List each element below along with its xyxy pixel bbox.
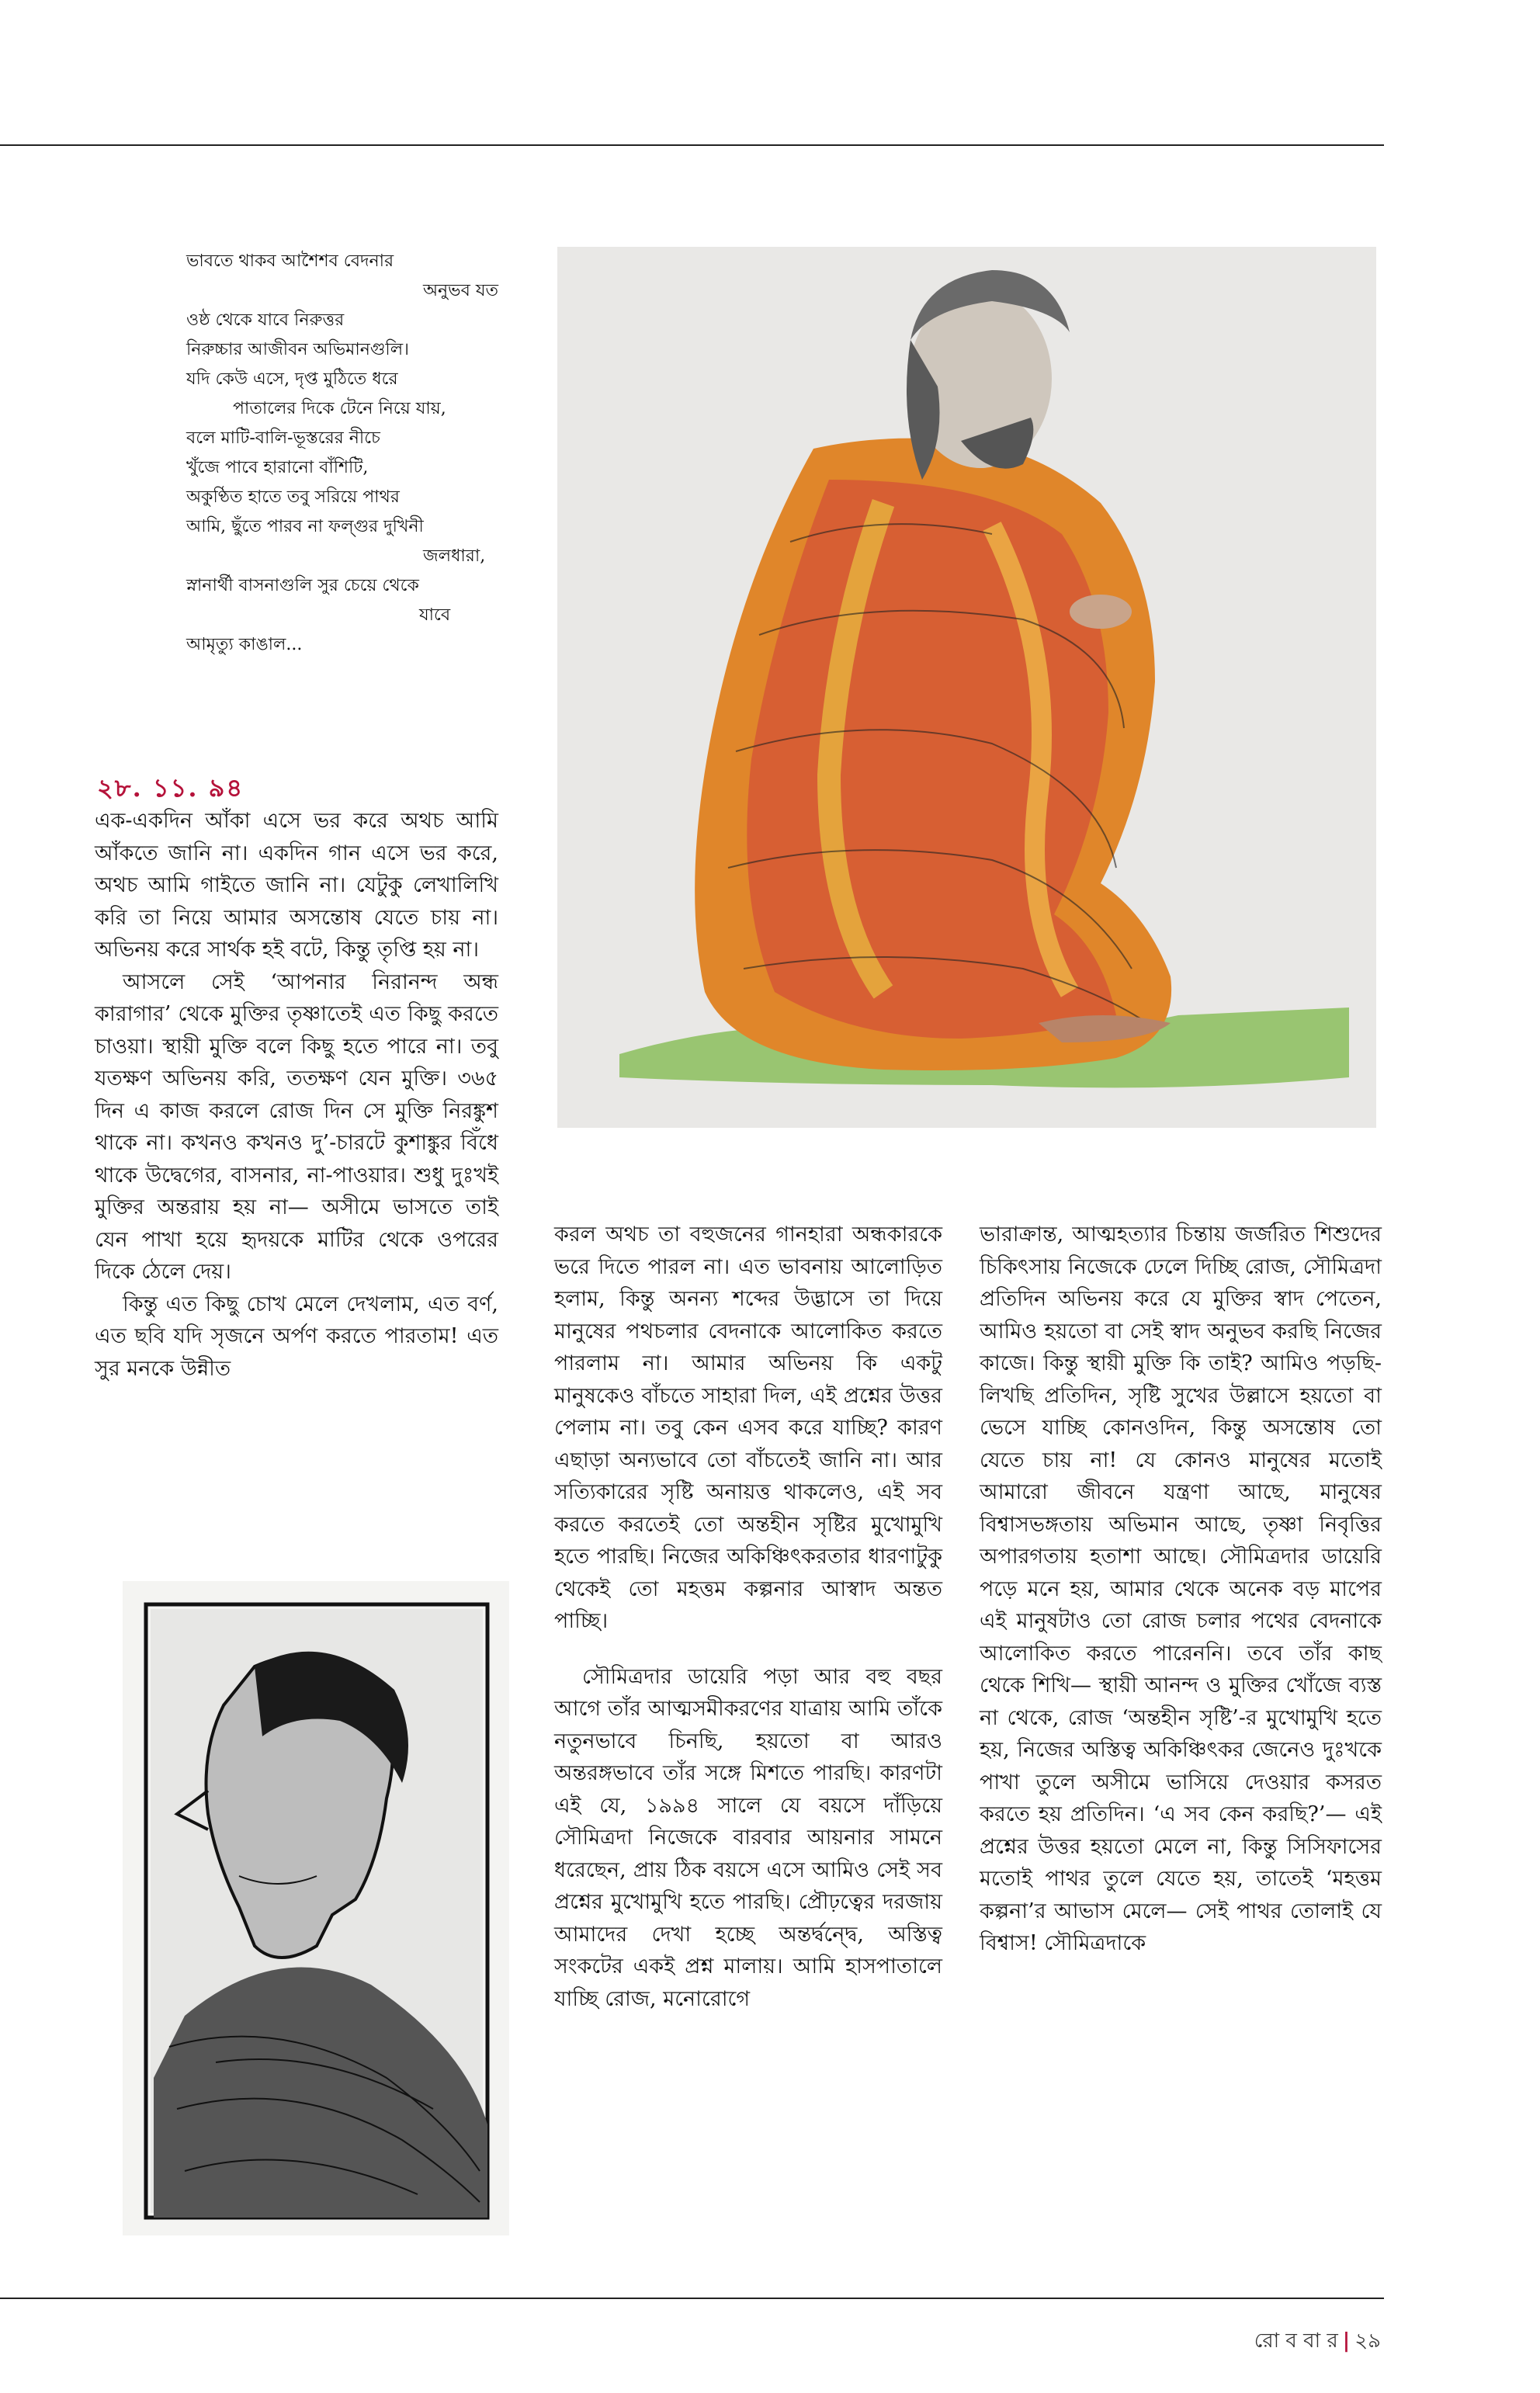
poem-line: ভাবতে থাকব আশৈশব বেদনার xyxy=(186,251,394,271)
poem-line: ওষ্ঠ থেকে যাবে নিরুত্তর xyxy=(186,310,345,330)
text-column-2 xyxy=(554,1219,942,2015)
diary-date: ২৮. ১১. ৯৪ xyxy=(97,773,245,803)
poem-line: অকুণ্ঠিত হাতে তবু সরিয়ে পাথর xyxy=(186,487,400,507)
footer-rule xyxy=(0,2298,1384,2299)
poem-line: বলে মাটি-বালি-ভূস্তরের নীচে xyxy=(186,428,380,448)
paragraph: করল অথচ তা বহুজনের গানহারা অন্ধকারকে ভরে দিতে পারল না। এত ভাবনায় আলোড়িত হলাম, কিন্তু অনন্য শব্দের উদ্ভাসে তা দিয়ে মানুষের পথচলার বেদনাকে আলোকিত করতে পারলাম না। আমার অভিনয় কি একটু মানুষকেও বাঁচতে সাহারা দিল, এই প্রশ্নের উত্তর পেলাম না। তবু কেন এসব করে যাচ্ছি? কারণ এছাড়া অন্যভাবে তো বাঁচতেই জানি না। আর সত্যিকারের সৃষ্টি অনায়ত্ত থাকলেও, এই সব করতে করতেই তো অন্তহীন সৃষ্টির মুখোমুখি হতে পারছি। নিজের অকিঞ্চিৎকরতার ধারণাটুকু থেকেই তো মহত্তম কল্পনার আস্বাদ অন্তত পাচ্ছি। xyxy=(554,1223,942,1633)
paragraph: কিন্তু এত কিছু চোখ মেলে দেখলাম, এত বর্ণ, এত ছবি যদি সৃজনে অর্পণ করতে পারতাম! এত সুর মনকে উন্নীত xyxy=(95,1292,498,1381)
poem-line: খুঁজে পাবে হারানো বাঁশিটি, xyxy=(186,458,369,477)
portrait-drawing xyxy=(123,1581,509,2235)
poem-line: পাতালের দিকে টেনে নিয়ে যায়, xyxy=(233,399,446,418)
poem-line: আমৃত্যু কাঙাল... xyxy=(186,635,303,654)
paragraph: এক-একদিন আঁকা এসে ভর করে অথচ আমি আঁকতে জানি না। একদিন গান এসে ভর করে, অথচ আমি গাইতে জানি না। যেটুকু লেখালিখি করি তা নিয়ে আমার অসন্তোষ যেতে চায় না। অভিনয় করে সার্থক হই বটে, কিন্তু তৃপ্তি হয় না। xyxy=(95,809,498,962)
page-number: ২৯ xyxy=(1354,2329,1381,2353)
page-footer xyxy=(1254,2325,1381,2359)
paragraph: আসলে সেই ‘আপনার নিরানন্দ অন্ধ কারাগার’ থেকে মুক্তির তৃষ্ণাতেই এত কিছু করতে চাওয়া। স্থায়ী মুক্তি বলে কিছু হতে পারে না। তবু যতক্ষণ অভিনয় করি, ততক্ষণ যেন মুক্তি। ৩৬৫ দিন এ কাজ করলে রোজ দিন সে মুক্তি নিরঙ্কুশ থাকে না। কখনও কখনও দু’-চারটে কুশাঙ্কুর বিঁধে থাকে উদ্বেগের, বাসনার, না-পাওয়ার। শুধু দুঃখই মুক্তির অন্তরায় হয় না— অসীমে ভাসতে তাই যেন পাখা হয়ে হৃদয়কে মাটির থেকে ওপরের দিকে ঠেলে দেয়। xyxy=(95,969,498,1284)
poem xyxy=(186,247,512,660)
poem-line: জলধারা, xyxy=(423,546,486,566)
seated-figure-illustration xyxy=(557,247,1376,1128)
poem-line: যাবে xyxy=(419,605,451,625)
header-rule xyxy=(0,144,1384,146)
poem-line: অনুভব যত xyxy=(423,281,498,300)
poem-line: নিরুচ্চার আজীবন অভিমানগুলি। xyxy=(186,340,409,359)
text-column-1 xyxy=(95,805,498,1385)
paragraph: ভারাক্রান্ত, আত্মহত্যার চিন্তায় জর্জরিত শিশুদের চিকিৎসায় নিজেকে ঢেলে দিচ্ছি রোজ, সৌমিত্রদা প্রতিদিন অভিনয় করে যে মুক্তির স্বাদ পেতেন, আমিও হয়তো বা সেই স্বাদ অনুভব করছি নিজের কাজে। কিন্তু স্থায়ী মুক্তি কি তাই? আমিও পড়ছি-লিখছি প্রতিদিন, সৃষ্টি সুখের উল্লাসে হয়তো বা ভেসে যাচ্ছি কোনওদিন, কিন্তু অসন্তোষ তো যেতে চায় না! যে কোনও মানুষের মতোই আমারো জীবনে যন্ত্রণা আছে, মানুষের বিশ্বাসভঙ্গতায় অভিমান আছে, তৃষ্ণা নিবৃত্তির অপারগতায় হতাশা আছে। সৌমিত্রদার ডায়েরি পড়ে মনে হয়, আমার থেকে অনেক বড় মাপের এই মানুষটাও তো রোজ চলার পথের বেদনাকে আলোকিত করতে পারেননি। তবে তাঁর কাছ থেকে শিখি— স্থায়ী আনন্দ ও মুক্তির খোঁজে ব্যস্ত না থেকে, রোজ ‘অন্তহীন সৃষ্টি’-র মুখোমুখি হতে হয়, নিজের অস্তিত্ব অকিঞ্চিৎকর জেনেও দুঃখকে পাখা তুলে অসীমে ভাসিয়ে দেওয়ার কসরত করতে হয় প্রতিদিন। ‘এ সব কেন করছি?’— এই প্রশ্নের উত্তর হয়তো মেলে না, কিন্তু সিসিফাসের মতোই পাথর তুলে যেতে হয়, তাতেই ‘মহত্তম কল্পনা’র আভাস মেলে— সেই পাথর তোলাই যে বিশ্বাস! সৌমিত্রদাকে xyxy=(980,1223,1382,1955)
paragraph: সৌমিত্রদার ডায়েরি পড়া আর বহু বছর আগে তাঁর আত্মসমীকরণের যাত্রায় আমি তাঁকে নতুনভাবে চিনছি, হয়তো বা আরও অন্তরঙ্গভাবে তাঁর সঙ্গে মিশতে পারছি। কারণটা এই যে, ১৯৯৪ সালে যে বয়সে দাঁড়িয়ে সৌমিত্রদা নিজেকে বারবার আয়নার সামনে ধরেছেন, প্রায় ঠিক বয়সে এসে আমিও সেই সব প্রশ্নের মুখোমুখি হতে পারছি। প্রৌঢ়ত্বের দরজায় আমাদের দেখা হচ্ছে অন্তর্দ্বন্দ্বে, অস্তিত্ব সংকটের একই প্রশ্ন মালায়। আমি হাসপাতালে যাচ্ছি রোজ, মনোরোগে xyxy=(554,1664,942,2011)
seated-figure-drawing xyxy=(557,247,1376,1128)
poem-line: যদি কেউ এসে, দৃপ্ত মুঠিতে ধরে xyxy=(186,369,398,389)
poem-line: স্নানার্থী বাসনাগুলি সুর চেয়ে থেকে xyxy=(186,576,419,595)
portrait-sketch xyxy=(123,1581,509,2235)
text-column-3 xyxy=(980,1219,1382,1960)
footer-divider: | xyxy=(1342,2329,1351,2353)
magazine-name: রো ব বা র xyxy=(1254,2329,1338,2353)
poem-line: আমি, ছুঁতে পারব না ফল্গুর দুখিনী xyxy=(186,517,424,536)
